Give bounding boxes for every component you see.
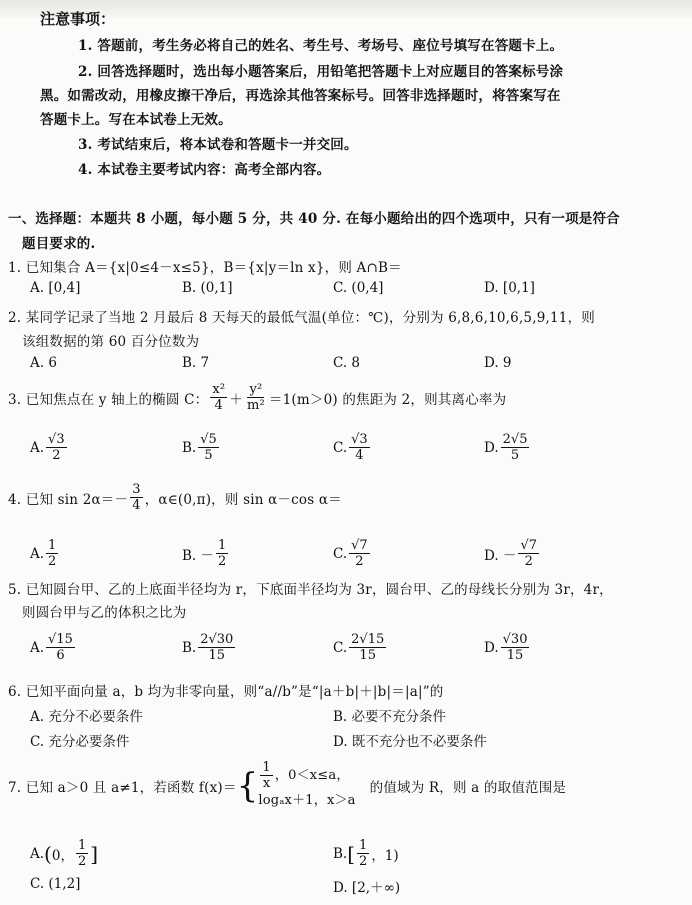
q4-option-d: D. － $\frac{√7}{2}$: [484, 538, 537, 569]
notice-item-3: 3. 考试结束后，将本试卷和答题卡一并交回。: [78, 137, 358, 153]
section-heading-cont: 题目要求的.: [22, 236, 96, 252]
q3-stem-post: ＝1(m＞0) 的焦距为 2，则其离心率为: [268, 391, 507, 408]
q2-stem-cont: 该组数据的第 60 百分位数为: [22, 334, 200, 350]
q4-option-c: C. $\frac{√7}{2}$: [333, 538, 368, 569]
q5-option-a: A. $\frac{√15}{6}$: [30, 632, 73, 663]
q2-option-c: C. 8: [333, 355, 361, 371]
q3-option-a: A. $\frac{√3}{2}$: [30, 432, 65, 463]
piecewise-brace: {: [236, 765, 259, 806]
q2-stem: 2. 某同学记录了当地 2 月最后 8 天每天的最低气温(单位：℃)，分别为 6,8,6,10,6,5,9,11，则: [8, 310, 595, 326]
piecewise-cases: $\frac{1}{x}$ ，0＜x≤a， logₐx＋1，x＞a: [258, 760, 356, 808]
q3-option-c: C. $\frac{√3}{4}$: [333, 432, 368, 463]
q1-option-c: C. (0,4]: [333, 280, 384, 296]
q1-stem: 1. 已知集合 A＝{x|0≤4－x≤5}，B＝{x|y＝ln x}，则 A∩B＝: [8, 260, 402, 276]
notice-item-2b: 黑。如需改动，用橡皮擦干净后，再选涂其他答案标号。回答非选择题时，将答案写在: [40, 88, 561, 104]
notice-title: 注意事项：: [40, 10, 116, 28]
q7-stem: 7. 已知 a＞0 且 a≠1，若函数 f(x)＝ { $\frac{1}{x}$ ，0＜x≤a， logₐx＋1，x＞a 的值域为 R，则 a 的取值范围是: [8, 760, 566, 811]
q4-stem: 4. 已知 sin 2α＝－ $\frac{3}{4}$ ，α∈(0,π)，则 sin α－cos α＝: [8, 482, 342, 513]
q2-option-a: A. 6: [30, 355, 57, 371]
notice-item-2c: 答题卡上。写在本试卷上无效。: [40, 112, 232, 128]
notice-item-1: 1. 答题前，考生务必将自己的姓名、考生号、考场号、座位号填写在答题卡上。: [78, 38, 564, 54]
q6-option-a: A. 充分不必要条件: [30, 709, 143, 725]
q3-option-b: B. $\frac{√5}{5}$: [182, 432, 217, 463]
q7-option-c: C. (1,2]: [30, 876, 81, 892]
q1-option-a: A. [0,4]: [30, 280, 81, 296]
q5-option-d: D. $\frac{√30}{15}$: [484, 632, 528, 663]
q3-frac-y: $\frac{\text{y²}}{\text{m²}}$: [246, 382, 265, 413]
q3-frac-x: $\frac{\text{x²}}{4}$: [212, 382, 226, 413]
q6-option-b: B. 必要不充分条件: [333, 709, 447, 725]
q5-stem: 5. 已知圆台甲、乙的上底面半径均为 r，下底面半径均为 3r，圆台甲、乙的母线长分别为 3r，4r，: [8, 582, 613, 598]
q6-option-d: D. 既不充分也不必要条件: [333, 734, 487, 750]
q7-option-d: D. [2,＋∞): [333, 880, 401, 896]
q7-option-b: B. [ $\frac{1}{2}$ ，1): [333, 838, 399, 869]
q4-option-b: B. － $\frac{1}{2}$: [182, 538, 227, 569]
q3-stem: 3. 已知焦点在 y 轴上的椭圆 C： $\frac{\text{x²}}{4}$ ＋ $\frac{\text{y²}}{\text{m²}}$ ＝1(m＞0) 的焦距为 2，则其离心率为: [8, 382, 507, 413]
q5-stem-cont: 则圆台甲与乙的体积之比为: [22, 605, 187, 621]
q2-option-b: B. 7: [182, 355, 210, 371]
q3-option-d: D. $\frac{2√5}{5}$: [484, 432, 528, 463]
q1-option-b: B. (0,1]: [182, 280, 233, 296]
notice-item-2a: 2. 回答选择题时，选出每小题答案后，用铅笔把答题卡上对应题目的答案标号涂: [78, 64, 564, 80]
q3-stem-pre: 3. 已知焦点在 y 轴上的椭圆 C：: [8, 391, 209, 408]
q6-option-c: C. 充分必要条件: [30, 734, 130, 750]
q6-stem: 6. 已知平面向量 a，b 均为非零向量，则“a//b”是“|a＋b|＋|b|＝|a|”的: [8, 684, 444, 700]
q7-option-a: A. ( 0， $\frac{1}{2}$ ]: [30, 838, 99, 869]
section-heading: 一、选择题：本题共 8 小题，每小题 5 分，共 40 分. 在每小题给出的四个选项中，只有一项是符合: [8, 211, 620, 227]
notice-item-4: 4. 本试卷主要考试内容：高考全部内容。: [78, 162, 331, 178]
q5-option-b: B. $\frac{2√30}{15}$: [182, 632, 234, 663]
q4-option-a: A. $\frac{1}{2}$: [30, 538, 57, 569]
q2-option-d: D. 9: [484, 355, 512, 371]
q5-option-c: C. $\frac{2√15}{15}$: [333, 632, 385, 663]
q1-option-d: D. [0,1]: [484, 280, 535, 296]
